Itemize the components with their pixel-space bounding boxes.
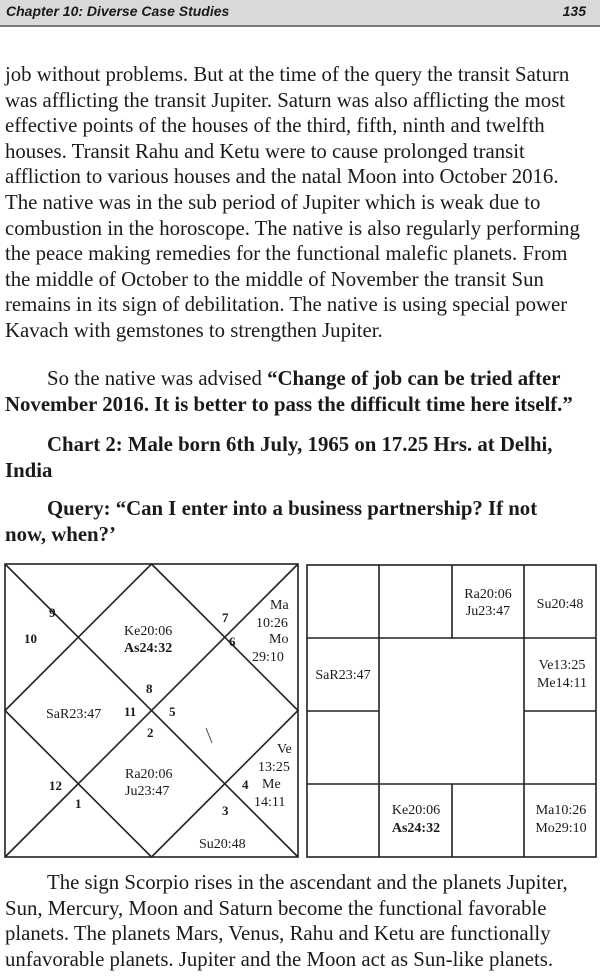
page-number: 135: [562, 3, 586, 19]
cell-moon: Mo29:10: [535, 821, 587, 836]
house-number-4: 4: [242, 777, 249, 792]
cell-rahu: Ra20:06: [464, 587, 512, 602]
paragraph-3: [5, 870, 595, 972]
planet-moon-label: Mo: [269, 632, 289, 647]
text-line: was afflicting the transit Jupiter. Saturn was also afflicting the most: [5, 88, 566, 112]
house-number-10: 10: [24, 631, 37, 646]
query-line-1: Query: “Can I enter into a business partnership? If not: [47, 497, 538, 520]
query-line-2: now, when?’: [5, 522, 116, 546]
planet-venus-degree: 13:25: [258, 760, 290, 775]
cell-mercury: Me14:11: [536, 676, 588, 691]
cell-saturn: SaR23:47: [315, 668, 371, 683]
advice-intro: So the native was advised: [47, 367, 268, 390]
house-number-2: 2: [147, 725, 154, 740]
house-number-12: 12: [49, 778, 62, 793]
chart-heading-line-1: Chart 2: Male born 6th July, 1965 on 17.25 Hrs. at Delhi,: [47, 433, 553, 456]
text-line: remains in its sign of debilitation. The native is using special power: [5, 293, 568, 317]
text-line: the peace making remedies for the functional malefic planets. From: [5, 242, 568, 266]
cell-jupiter: Ju23:47: [465, 604, 511, 619]
cell-ketu: Ke20:06: [391, 803, 441, 818]
text-line: unfavorable planets. Jupiter and the Moon act as Sun-like planets.: [5, 947, 554, 971]
text-line: effective points of the houses of the third, fifth, ninth and twelfth: [5, 114, 545, 138]
advice-quote: “Change of job can be tried after: [267, 367, 561, 390]
text-line: planets. The planets Mars, Venus, Rahu and Ketu are functionally: [5, 922, 551, 946]
advice-quote-line-2: November 2016. It is better to pass the difficult time here itself.”: [5, 392, 573, 416]
text-line: houses. Transit Rahu and Ketu were to cause prolonged transit: [5, 139, 525, 163]
text-line: the middle of October to the middle of November the transit Sun: [5, 267, 544, 291]
planet-moon-degree: 29:10: [252, 650, 284, 665]
house-number-5: 5: [169, 704, 176, 719]
planet-mercury-label: Me: [262, 777, 281, 792]
cell-sun: Su20:48: [536, 597, 584, 612]
house-number-6: 6: [229, 634, 236, 649]
chart-heading-line-2: India: [5, 458, 53, 482]
planet-mars-degree: 10:26: [256, 616, 288, 631]
house-number-3: 3: [222, 803, 229, 818]
planet-venus-label: Ve: [277, 742, 292, 757]
house-number-1: 1: [75, 796, 82, 811]
planet-saturn: SaR23:47: [46, 707, 102, 722]
text-line: combustion in the horoscope. The native is also regularly performing: [5, 216, 580, 240]
house-number-7: 7: [222, 610, 229, 625]
pencil-mark: [206, 728, 212, 743]
text-line: Kavach with gemstones to strengthen Jupiter.: [5, 318, 383, 342]
text-line: The native was in the sub period of Jupiter which is weak due to: [5, 190, 541, 214]
planet-mercury-degree: 14:11: [254, 795, 286, 810]
planet-rahu: Ra20:06: [125, 767, 173, 782]
planet-sun: Su20:48: [199, 837, 246, 852]
chapter-title: Chapter 10: Diverse Case Studies: [6, 3, 230, 19]
planet-mars-label: Ma: [270, 598, 289, 613]
text-line: The sign Scorpio rises in the ascendant and the planets Jupiter,: [47, 871, 568, 894]
house-number-9: 9: [49, 605, 56, 620]
house-number-11: 11: [124, 704, 137, 719]
cell-ascendant: As24:32: [391, 821, 441, 836]
text-line: job without problems. But at the time of the query the transit Saturn: [5, 63, 570, 86]
planet-jupiter: Ju23:47: [125, 784, 170, 799]
ascendant: As24:32: [124, 641, 173, 656]
cell-venus: Ve13:25: [538, 658, 586, 673]
text-line: Sun, Mercury, Moon and Saturn become the functional favorable: [5, 896, 547, 920]
house-number-8: 8: [146, 681, 153, 696]
cell-mars: Ma10:26: [535, 803, 587, 818]
planet-ketu: Ke20:06: [124, 624, 173, 639]
text-line: affliction to various houses and the natal Moon into October 2016.: [5, 165, 559, 189]
